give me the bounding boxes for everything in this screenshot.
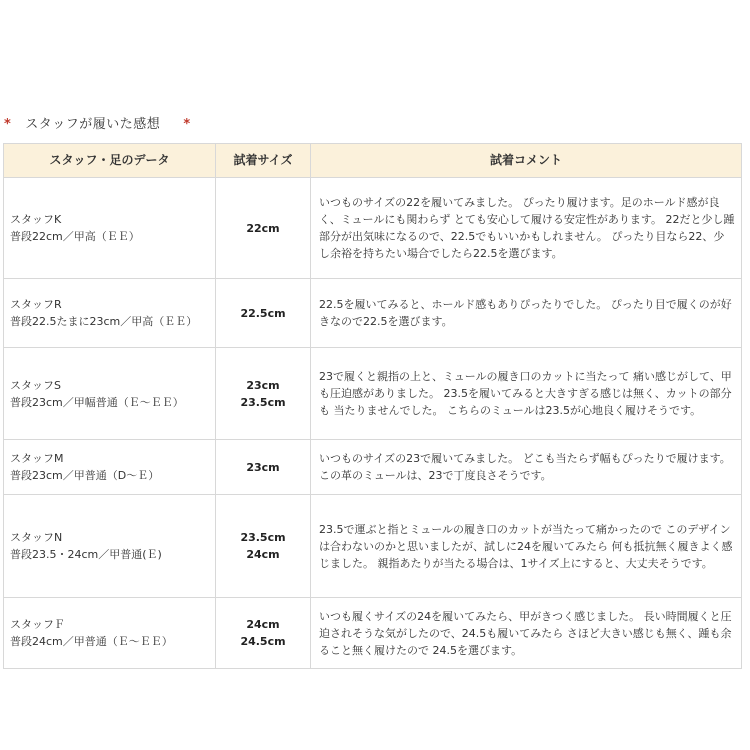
staff-name: スタッフS xyxy=(10,378,61,392)
comment-cell: 23で履くと親指の上と、ミュールの履き口のカットに当たって 痛い感じがして、甲も圧迫感がありました。 23.5を履いてみると大きすぎる感じは無く、カットの部分も 当たりませんでした。 こちらのミュールは23.5が心地良く履けそうです。 xyxy=(311,348,742,440)
size-value: 24.5cm xyxy=(240,635,286,648)
size-value: 22.5cm xyxy=(240,306,286,320)
size-value: 23.5cm xyxy=(240,395,286,409)
size-value: 23cm xyxy=(246,460,280,474)
section-heading xyxy=(4,113,191,132)
section-title: スタッフが履いた感想 xyxy=(25,117,161,132)
foot-data: 普段23cm／甲普通（D～Ｅ） xyxy=(10,469,160,482)
staff-cell xyxy=(4,279,216,348)
size-cell xyxy=(216,598,311,669)
foot-data: 普段23cm／甲幅普通（Ｅ～ＥＥ） xyxy=(10,395,184,409)
table-row xyxy=(4,495,742,598)
size-value: 24cm xyxy=(246,548,280,561)
size-cell xyxy=(216,279,311,348)
comment-cell: いつも履くサイズの24を履いてみたら、甲がきつく感じました。 長い時間履くと圧迫されそうな気がしたので、24.5も履いてみたら さほど大きい感じも無く、踵も余ること無く履けたので 24.5を選びます。 xyxy=(311,598,742,669)
table-row xyxy=(4,598,742,669)
staff-name: スタッフK xyxy=(10,213,62,226)
foot-data: 普段24cm／甲普通（Ｅ～ＥＥ） xyxy=(10,635,173,648)
header-comment: 試着コメント xyxy=(311,144,742,178)
size-cell xyxy=(216,348,311,440)
staff-name: スタッフN xyxy=(10,531,63,544)
staff-name: スタッフR xyxy=(10,298,62,311)
staff-cell xyxy=(4,598,216,669)
table-row xyxy=(4,440,742,495)
staff-name: スタッフＦ xyxy=(10,618,65,631)
staff-name: スタッフM xyxy=(10,452,64,465)
star-mark: * xyxy=(183,117,191,132)
size-cell xyxy=(216,495,311,598)
size-value: 23cm xyxy=(246,378,280,392)
staff-cell xyxy=(4,495,216,598)
comment-cell: いつものサイズの23で履いてみました。 どこも当たらず幅もぴったりで履けます。 この革のミュールは、23で丁度良さそうです。 xyxy=(311,440,742,495)
header-staff: スタッフ・足のデータ xyxy=(4,144,216,178)
foot-data: 普段22cm／甲高（ＥＥ） xyxy=(10,230,140,243)
staff-cell xyxy=(4,178,216,279)
size-cell xyxy=(216,440,311,495)
table-row xyxy=(4,348,742,440)
size-value: 23.5cm xyxy=(240,531,286,544)
size-cell xyxy=(216,178,311,279)
table-row xyxy=(4,178,742,279)
staff-cell xyxy=(4,440,216,495)
header-size: 試着サイズ xyxy=(216,144,311,178)
size-value: 22cm xyxy=(246,221,280,235)
comment-cell: いつものサイズの22を履いてみました。 ぴったり履けます。足のホールド感が良く、ミュールにも関わらず とても安心して履ける安定性があります。 22だと少し踵部分が出気味になるので、22.5でもいいかもしれません。 ぴったり目なら22、少し余裕を持ちたい場合でしたら22.5を選びます。 xyxy=(311,178,742,279)
foot-data: 普段23.5・24cm／甲普通(Ｅ) xyxy=(10,548,162,561)
staff-cell xyxy=(4,348,216,440)
comment-cell: 22.5を履いてみると、ホールド感もありぴったりでした。 ぴったり目で履くのが好きなので22.5を選びます。 xyxy=(311,279,742,348)
comment-cell: 23.5で運ぶと指とミュールの履き口のカットが当たって痛かったので このデザインは合わないのかと思いましたが、試しに24を履いてみたら 何も抵抗無く履きよく感じました。 親指あたりが当たる場合は、1サイズ上にすると、大丈夫そうです。 xyxy=(311,495,742,598)
star-mark: * xyxy=(4,117,12,132)
size-value: 24cm xyxy=(246,618,280,631)
table-header-row xyxy=(4,144,742,178)
table-row xyxy=(4,279,742,348)
staff-review-table xyxy=(3,143,742,669)
foot-data: 普段22.5たまに23cm／甲高（ＥＥ） xyxy=(10,315,198,328)
